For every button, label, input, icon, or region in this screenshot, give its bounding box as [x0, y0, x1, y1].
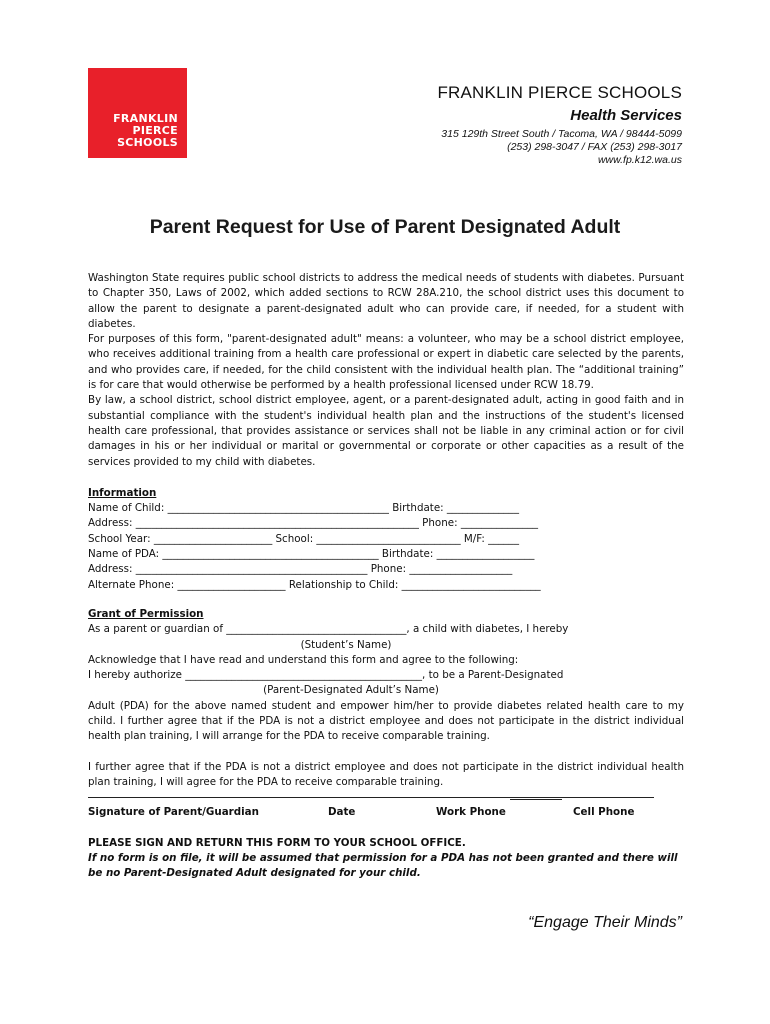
parent-signature-label: Signature of Parent/Guardian	[88, 806, 259, 818]
date-label: Date	[328, 806, 356, 818]
acknowledge-line: Acknowledge that I have read and understand this form and agree to the following:	[88, 653, 519, 666]
logo-line-3: SCHOOLS	[117, 136, 178, 149]
pda-name-caption: (Parent-Designated Adult’s Name)	[263, 684, 439, 697]
school-logo	[88, 68, 187, 158]
child-name-field: Name of Child: ___________________________________________ Birthdate: ______________	[88, 502, 519, 515]
pda-address-field: Address: _____________________________________________ Phone: ____________________	[88, 563, 513, 576]
phone-line: (253) 298-3047 / FAX (253) 298-3017	[507, 141, 682, 153]
student-name-caption: (Student’s Name)	[300, 638, 392, 651]
no-form-warning: If no form is on file, it will be assumed that permission for a PDA has not been granted and there will be no Parent-Designated Adult designated for your child.	[88, 852, 678, 879]
closing-notice	[88, 836, 688, 881]
document-body	[88, 271, 684, 790]
return-instruction: PLEASE SIGN AND RETURN THIS FORM TO YOUR SCHOOL OFFICE.	[88, 837, 466, 849]
intro-paragraph: Washington State requires public school districts to address the medical needs of students with diabetes. Pursuant to Chapter 350, Laws of 2002, which added sections to RCW 28A.210, the school district uses this document to allow the parent to designate a parent-designated adult who can provide care, if needed, for a student with diabetes.	[88, 272, 684, 330]
definition-paragraph: For purposes of this form, "parent-designated adult" means: a volunteer, who may be a school district employee, who receives additional training from a health care professional or expert in diabetic care selected by the parents, and who provides care, if needed, for the child consistent with the individual health plan. The “additional training” is for care that would otherwise be performed by a health professional licensed under RCW 18.79.	[88, 333, 684, 392]
department-name: Health Services	[570, 107, 682, 124]
information-heading: Information	[88, 486, 157, 499]
signature-line-extra	[510, 799, 562, 800]
signature-line	[88, 797, 654, 798]
work-phone-label: Work Phone	[436, 806, 506, 818]
logo-line-2: PIERCE	[132, 124, 178, 137]
cell-phone-label: Cell Phone	[573, 806, 635, 818]
child-address-field: Address: _______________________________________________________ Phone: _______________	[88, 517, 539, 530]
permission-heading: Grant of Permission	[88, 607, 204, 620]
empower-paragraph: Adult (PDA) for the above named student and empower him/her to provide diabetes related health care to my child. I further agree that if the PDA is not a district employee and does not participate in the district individual health plan training, I will arrange for the PDA to receive comparable training.	[88, 699, 684, 743]
liability-paragraph: By law, a school district, school district employee, agent, or a parent-designated adult, acting in good faith and in substantial compliance with the student's individual health plan and the instructions of the student's licensed health care professional, that provides assistance or services shall not be liable in any criminal action or for civil damages in his or her individual or marital or governmental or corporate or other capacities as a result of the services provided to my child with diabetes.	[88, 394, 684, 468]
website-line: www.fp.k12.wa.us	[597, 154, 682, 166]
school-year-field: School Year: _______________________ School: ____________________________ M/F: ______	[88, 532, 519, 545]
letterhead	[437, 83, 682, 167]
org-name: FRANKLIN PIERCE SCHOOLS	[437, 83, 682, 102]
alternate-phone-field: Alternate Phone: _____________________ Relationship to Child: ___________________________	[88, 578, 541, 591]
authorize-line: I hereby authorize ______________________________________________, to be a Parent-Designated	[88, 669, 564, 682]
logo-line-1: FRANKLIN	[113, 112, 178, 125]
address-line: 315 129th Street South / Tacoma, WA / 98444-5099	[441, 128, 682, 140]
tagline: “Engage Their Minds”	[528, 914, 682, 931]
document-title: Parent Request for Use of Parent Designated Adult	[149, 216, 621, 238]
agreement-paragraph: I further agree that if the PDA is not a district employee and does not participate in the district individual health plan training, I will agree for the PDA to receive comparable training.	[88, 760, 684, 788]
pda-name-field: Name of PDA: __________________________________________ Birthdate: ___________________	[88, 548, 535, 561]
student-name-line: As a parent or guardian of ___________________________________, a child with diabetes, I hereby	[88, 623, 569, 636]
